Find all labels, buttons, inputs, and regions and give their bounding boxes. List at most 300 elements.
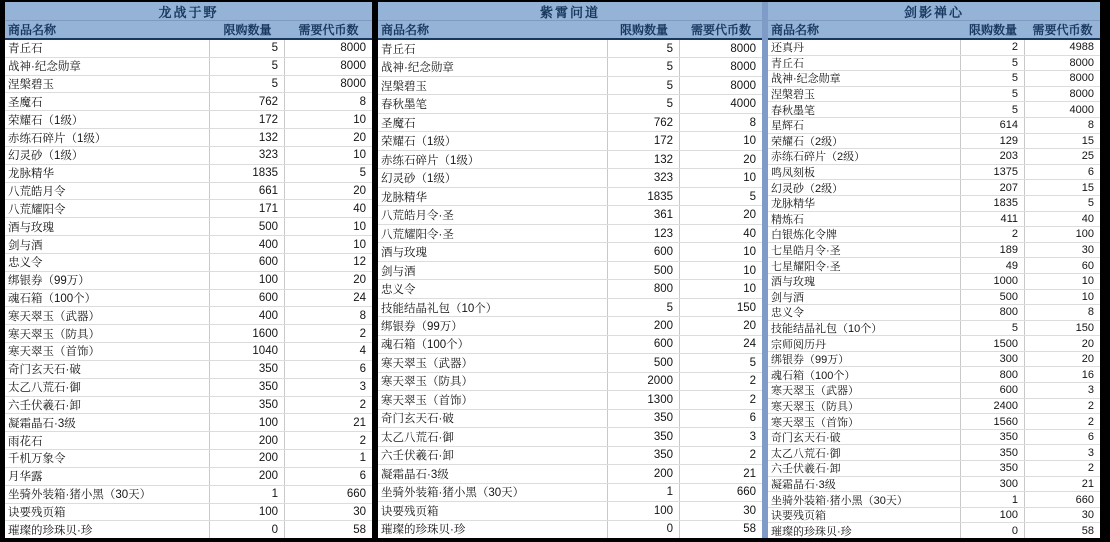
token-cost-cell: 5 [749,190,756,203]
table-row [378,262,762,280]
table-row [768,321,1100,337]
column-header-item-name: 商品名称 [771,23,820,37]
item-name-cell: 奇门玄天石·破 [378,410,608,427]
limit-qty-cell: 0 [608,521,680,538]
table-row [768,87,1100,103]
table-row [5,218,372,236]
limit-qty-cell: 100 [210,504,285,521]
limit-qty-cell: 350 [210,361,285,378]
token-cost-cell: 10 [353,238,366,251]
table-row [768,134,1100,150]
limit-qty-cell: 200 [210,468,285,485]
column-header-token-cost: 需要代币数 [298,23,359,37]
table-row [378,521,762,538]
token-cost-cell: 8000 [340,42,366,55]
limit-qty-cell: 1 [608,484,680,501]
limit-qty-cell: 661 [210,183,285,200]
token-cost-cell: 58 [353,523,366,536]
token-cost-cell: 2 [1087,415,1094,428]
item-name-cell: 太乙八荒石·御 [378,428,608,445]
token-cost-cell: 21 [743,467,756,480]
limit-qty-cell: 5 [210,58,285,75]
item-name-cell: 酒与玫瑰 [5,218,210,235]
token-cost-cell: 3 [1087,384,1094,397]
limit-qty-cell: 100 [961,508,1025,523]
limit-qty-cell: 361 [608,206,680,223]
limit-qty-cell: 350 [961,430,1025,445]
item-name-cell: 坐骑外装箱·猪小黑（30天） [378,484,608,501]
limit-qty-cell: 800 [608,280,680,297]
table-row [378,317,762,335]
limit-qty-cell: 2 [961,40,1025,55]
item-name-cell: 寒天翠玉（防具） [378,373,608,390]
table-row [378,114,762,132]
table-row [378,151,762,169]
table-row [768,367,1100,383]
item-name-cell: 宗师阅历丹 [768,336,961,351]
column-header-token-cost: 需要代币数 [690,23,751,37]
token-cost-cell: 10 [743,246,756,259]
limit-qty-cell: 5 [608,40,680,57]
token-cost-cell: 58 [1081,524,1094,537]
token-cost-cell: 8000 [1069,88,1094,101]
limit-qty-cell: 1375 [961,165,1025,180]
table-row [378,447,762,465]
token-cost-cell: 5 [1087,197,1094,210]
table-row [768,40,1100,56]
token-cost-cell: 6 [749,412,756,425]
token-cost-cell: 8000 [1069,56,1094,69]
item-name-cell: 寒天翠玉（武器） [768,383,961,398]
item-name-cell: 青丘石 [768,56,961,71]
token-cost-cell: 16 [1081,368,1094,381]
token-cost-cell: 20 [1081,353,1094,366]
item-name-cell: 绑银券（99万） [5,272,210,289]
token-cost-cell: 12 [353,256,366,269]
item-name-cell: 忠义令 [378,280,608,297]
table-body [5,40,372,538]
limit-qty-cell: 200 [608,317,680,334]
limit-qty-cell: 350 [608,428,680,445]
item-name-cell: 赤练石碎片（1级） [5,129,210,146]
token-cost-cell: 21 [1081,477,1094,490]
token-cost-cell: 2 [1087,399,1094,412]
limit-qty-cell: 600 [961,383,1025,398]
limit-qty-cell: 1 [961,492,1025,507]
token-cost-cell: 10 [353,220,366,233]
limit-qty-cell: 5 [210,40,285,57]
item-name-cell: 六壬伏羲石·卸 [378,447,608,464]
table-row [5,200,372,218]
token-cost-cell: 8 [1087,306,1094,319]
item-name-cell: 白银炼化令牌 [768,227,961,242]
table-body [378,40,762,538]
table-row [5,58,372,76]
token-cost-cell: 5 [359,167,366,180]
limit-qty-cell: 200 [608,465,680,482]
item-name-cell: 忠义令 [5,254,210,271]
item-name-cell: 璀璨的珍珠贝·珍 [378,521,608,538]
limit-qty-cell: 100 [608,502,680,519]
item-name-cell: 奇门玄天石·破 [768,430,961,445]
table-row [5,236,372,254]
table-row [5,379,372,397]
token-cost-cell: 10 [1081,290,1094,303]
token-cost-cell: 30 [1081,509,1094,522]
table-row [768,258,1100,274]
token-cost-cell: 10 [743,264,756,277]
item-name-cell: 荣耀石（2级） [768,134,961,149]
item-name-cell: 战神·纪念勋章 [768,71,961,86]
limit-qty-cell: 5 [608,58,680,75]
table-row [768,445,1100,461]
token-cost-cell: 8000 [340,78,366,91]
table-row [768,56,1100,72]
token-cost-cell: 8000 [1069,72,1094,85]
token-cost-cell: 20 [743,320,756,332]
column-header-limit-qty: 限购数量 [968,23,1017,37]
token-cost-cell: 6 [359,470,366,483]
token-cost-cell: 8 [1087,119,1094,132]
limit-qty-cell: 300 [961,352,1025,367]
season-table-3 [768,2,1100,538]
table-row [378,410,762,428]
table-row [5,290,372,308]
table-row [378,225,762,243]
limit-qty-cell: 2000 [608,373,680,390]
table-row [5,343,372,361]
item-name-cell: 奇门玄天石·破 [5,361,210,378]
item-name-cell: 六壬伏羲石·卸 [5,397,210,414]
item-name-cell: 酒与玫瑰 [378,243,608,260]
header-row [378,21,762,40]
token-cost-cell: 2 [749,449,756,462]
limit-qty-cell: 5 [608,95,680,112]
item-name-cell: 赤练石碎片（1级） [378,151,608,168]
table-row [5,486,372,504]
season-table-2 [378,2,762,538]
table-row [378,58,762,76]
table-row [768,383,1100,399]
token-cost-cell: 60 [1081,259,1094,272]
table-row [5,450,372,468]
column-header-limit-qty: 限购数量 [619,23,668,37]
token-cost-cell: 1 [359,452,366,465]
item-name-cell: 六壬伏羲石·卸 [768,461,961,476]
item-name-cell: 技能结晶礼包（10个） [768,321,961,336]
token-cost-cell: 20 [353,185,366,198]
table-row [768,352,1100,368]
token-cost-cell: 8 [359,95,366,108]
item-name-cell: 寒天翠玉（武器） [378,354,608,371]
limit-qty-cell: 207 [961,180,1025,195]
table-row [378,40,762,58]
table-body [768,40,1100,538]
table-row [5,129,372,147]
item-name-cell: 寒天翠玉（首饰） [378,391,608,408]
item-name-cell: 荣耀石（1级） [378,132,608,149]
limit-qty-cell: 132 [210,129,285,146]
token-cost-cell: 10 [743,283,756,296]
limit-qty-cell: 762 [608,114,680,131]
token-cost-cell: 100 [1075,228,1094,241]
item-name-cell: 寒天翠玉（首饰） [768,414,961,429]
limit-qty-cell: 100 [210,414,285,431]
item-name-cell: 涅槃碧玉 [768,87,961,102]
token-cost-cell: 8000 [730,79,756,92]
table-row [768,102,1100,118]
table-row [378,188,762,206]
limit-qty-cell: 1835 [210,165,285,182]
table-row [768,196,1100,212]
limit-qty-cell: 172 [210,111,285,128]
item-name-cell: 八荒皓月令 [5,183,210,200]
column-header-item-name: 商品名称 [8,23,57,37]
limit-qty-cell: 203 [961,149,1025,164]
limit-qty-cell: 171 [210,200,285,217]
table-row [768,461,1100,477]
item-name-cell: 魂石箱（100个） [5,290,210,307]
item-name-cell: 寒天翠玉（首饰） [5,343,210,360]
item-name-cell: 绑银券（99万） [768,352,961,367]
item-name-cell: 战神·纪念勋章 [378,58,608,75]
token-cost-cell: 660 [346,488,366,501]
limit-qty-cell: 200 [210,432,285,449]
token-cost-cell: 30 [1081,244,1094,257]
limit-qty-cell: 323 [210,147,285,164]
table-title: 紫霄问道 [378,2,762,21]
token-cost-cell: 150 [1075,321,1094,334]
table-row [378,280,762,298]
table-row [378,502,762,520]
table-row [768,212,1100,228]
table-row [378,243,762,261]
token-cost-cell: 4 [359,345,366,358]
table-row [5,93,372,111]
limit-qty-cell: 400 [210,307,285,324]
item-name-cell: 月华露 [5,468,210,485]
item-name-cell: 寒天翠玉（武器） [5,307,210,324]
limit-qty-cell: 1500 [961,336,1025,351]
token-cost-cell: 150 [736,301,756,314]
token-cost-cell: 40 [353,202,366,215]
item-name-cell: 青丘石 [5,40,210,57]
item-name-cell: 魂石箱（100个） [378,336,608,353]
item-name-cell: 精炼石 [768,212,961,227]
item-name-cell: 圣魔石 [5,93,210,110]
table-row [768,227,1100,243]
table-row [768,180,1100,196]
table-row [768,290,1100,306]
item-name-cell: 鸣凤刻板 [768,165,961,180]
limit-qty-cell: 600 [210,254,285,271]
token-cost-cell: 4988 [1069,41,1094,54]
limit-qty-cell: 5 [961,56,1025,71]
item-name-cell: 青丘石 [378,40,608,57]
token-cost-cell: 8000 [730,61,756,74]
limit-qty-cell: 350 [961,445,1025,460]
header-row [768,21,1100,40]
limit-qty-cell: 300 [961,477,1025,492]
table-row [5,183,372,201]
item-name-cell: 剑与酒 [378,262,608,279]
limit-qty-cell: 0 [961,523,1025,538]
token-cost-cell: 8000 [340,60,366,73]
table-row [5,325,372,343]
item-name-cell: 涅槃碧玉 [5,76,210,93]
item-name-cell: 荣耀石（1级） [5,111,210,128]
item-name-cell: 圣魔石 [378,114,608,131]
item-name-cell: 绑银券（99万） [378,317,608,334]
token-cost-cell: 15 [1081,134,1094,147]
item-name-cell: 忠义令 [768,305,961,320]
limit-qty-cell: 1 [210,486,285,503]
table-row [378,95,762,113]
table-row [378,373,762,391]
table-row [5,272,372,290]
limit-qty-cell: 132 [608,151,680,168]
token-cost-cell: 6 [1087,166,1094,179]
item-name-cell: 诀要残页箱 [768,508,961,523]
table-row [5,521,372,538]
token-cost-cell: 660 [736,486,756,499]
item-name-cell: 春秋墨笔 [768,102,961,117]
token-cost-cell: 2 [1087,462,1094,475]
table-row [378,299,762,317]
item-name-cell: 璀璨的珍珠贝·珍 [5,521,210,538]
limit-qty-cell: 5 [961,87,1025,102]
table-row [378,206,762,224]
item-name-cell: 寒天翠玉（防具） [768,399,961,414]
item-name-cell: 涅槃碧玉 [378,77,608,94]
limit-qty-cell: 0 [210,521,285,538]
limit-qty-cell: 5 [210,76,285,93]
table-row [5,397,372,415]
token-cost-cell: 2 [749,375,756,388]
item-name-cell: 坐骑外装箱·猪小黑（30天） [768,492,961,507]
limit-qty-cell: 350 [961,461,1025,476]
limit-qty-cell: 1300 [608,391,680,408]
table-row [378,465,762,483]
item-name-cell: 雨花石 [5,432,210,449]
table-row [768,274,1100,290]
table-row [5,147,372,165]
item-name-cell: 春秋墨笔 [378,95,608,112]
limit-qty-cell: 5 [961,71,1025,86]
table-row [768,430,1100,446]
limit-qty-cell: 350 [608,447,680,464]
table-row [768,336,1100,352]
table-row [768,399,1100,415]
token-cost-cell: 58 [743,523,756,536]
limit-qty-cell: 762 [210,93,285,110]
item-name-cell: 战神·纪念勋章 [5,58,210,75]
token-cost-cell: 3 [359,381,366,394]
token-cost-cell: 30 [743,504,756,517]
limit-qty-cell: 123 [608,225,680,242]
limit-qty-cell: 500 [210,218,285,235]
item-name-cell: 璀璨的珍珠贝·珍 [768,523,961,538]
token-cost-cell: 3 [749,430,756,443]
item-name-cell: 技能结晶礼包（10个） [378,299,608,316]
limit-qty-cell: 411 [961,212,1025,227]
table-row [5,504,372,522]
item-name-cell: 坐骑外装箱·猪小黑（30天） [5,486,210,503]
limit-qty-cell: 800 [961,305,1025,320]
item-name-cell: 龙脉精华 [5,165,210,182]
limit-qty-cell: 600 [608,336,680,353]
token-cost-cell: 4000 [1069,103,1094,116]
token-cost-cell: 5 [749,356,756,369]
item-name-cell: 剑与酒 [5,236,210,253]
table-row [768,118,1100,134]
limit-qty-cell: 5 [608,77,680,94]
item-name-cell: 凝霜晶石·3级 [378,465,608,482]
limit-qty-cell: 2 [961,227,1025,242]
token-cost-cell: 8 [359,309,366,322]
item-name-cell: 千机万象令 [5,450,210,467]
limit-qty-cell: 500 [608,354,680,371]
limit-qty-cell: 500 [608,262,680,279]
table-row [768,477,1100,493]
item-name-cell: 寒天翠玉（防具） [5,325,210,342]
token-cost-cell: 40 [1081,212,1094,225]
limit-qty-cell: 5 [961,321,1025,336]
token-cost-cell: 2 [749,393,756,406]
limit-qty-cell: 129 [961,134,1025,149]
table-row [768,243,1100,259]
header-row [5,21,372,40]
token-cost-cell: 15 [1081,181,1094,194]
table-row [5,165,372,183]
table-row [5,468,372,486]
table-row [378,428,762,446]
token-cost-cell: 3 [1087,446,1094,459]
item-name-cell: 幻灵砂（2级） [768,180,961,195]
limit-qty-cell: 350 [210,379,285,396]
item-name-cell: 还真丹 [768,40,961,55]
table-row [768,492,1100,508]
token-cost-cell: 6 [1087,431,1094,444]
limit-qty-cell: 600 [210,290,285,307]
table-row [378,484,762,502]
table-row [5,432,372,450]
token-cost-cell: 21 [353,416,366,429]
limit-qty-cell: 100 [210,272,285,289]
token-cost-cell: 20 [353,274,366,287]
table-row [5,361,372,379]
item-name-cell: 龙脉精华 [768,196,961,211]
table-title: 剑影禅心 [768,2,1100,21]
token-cost-cell: 10 [353,113,366,126]
item-name-cell: 八荒耀阳令 [5,200,210,217]
token-cost-cell: 10 [743,172,756,185]
token-cost-cell: 8000 [730,42,756,55]
token-cost-cell: 20 [353,131,366,144]
token-cost-cell: 20 [743,153,756,166]
table-row [378,354,762,372]
token-cost-cell: 24 [743,338,756,351]
table-row [378,77,762,95]
limit-qty-cell: 2400 [961,399,1025,414]
table-row [5,40,372,58]
item-name-cell: 八荒皓月令·圣 [378,206,608,223]
table-row [5,414,372,432]
table-row [768,508,1100,524]
limit-qty-cell: 1040 [210,343,285,360]
token-cost-cell: 660 [1075,493,1094,506]
token-cost-cell: 4000 [730,98,756,111]
